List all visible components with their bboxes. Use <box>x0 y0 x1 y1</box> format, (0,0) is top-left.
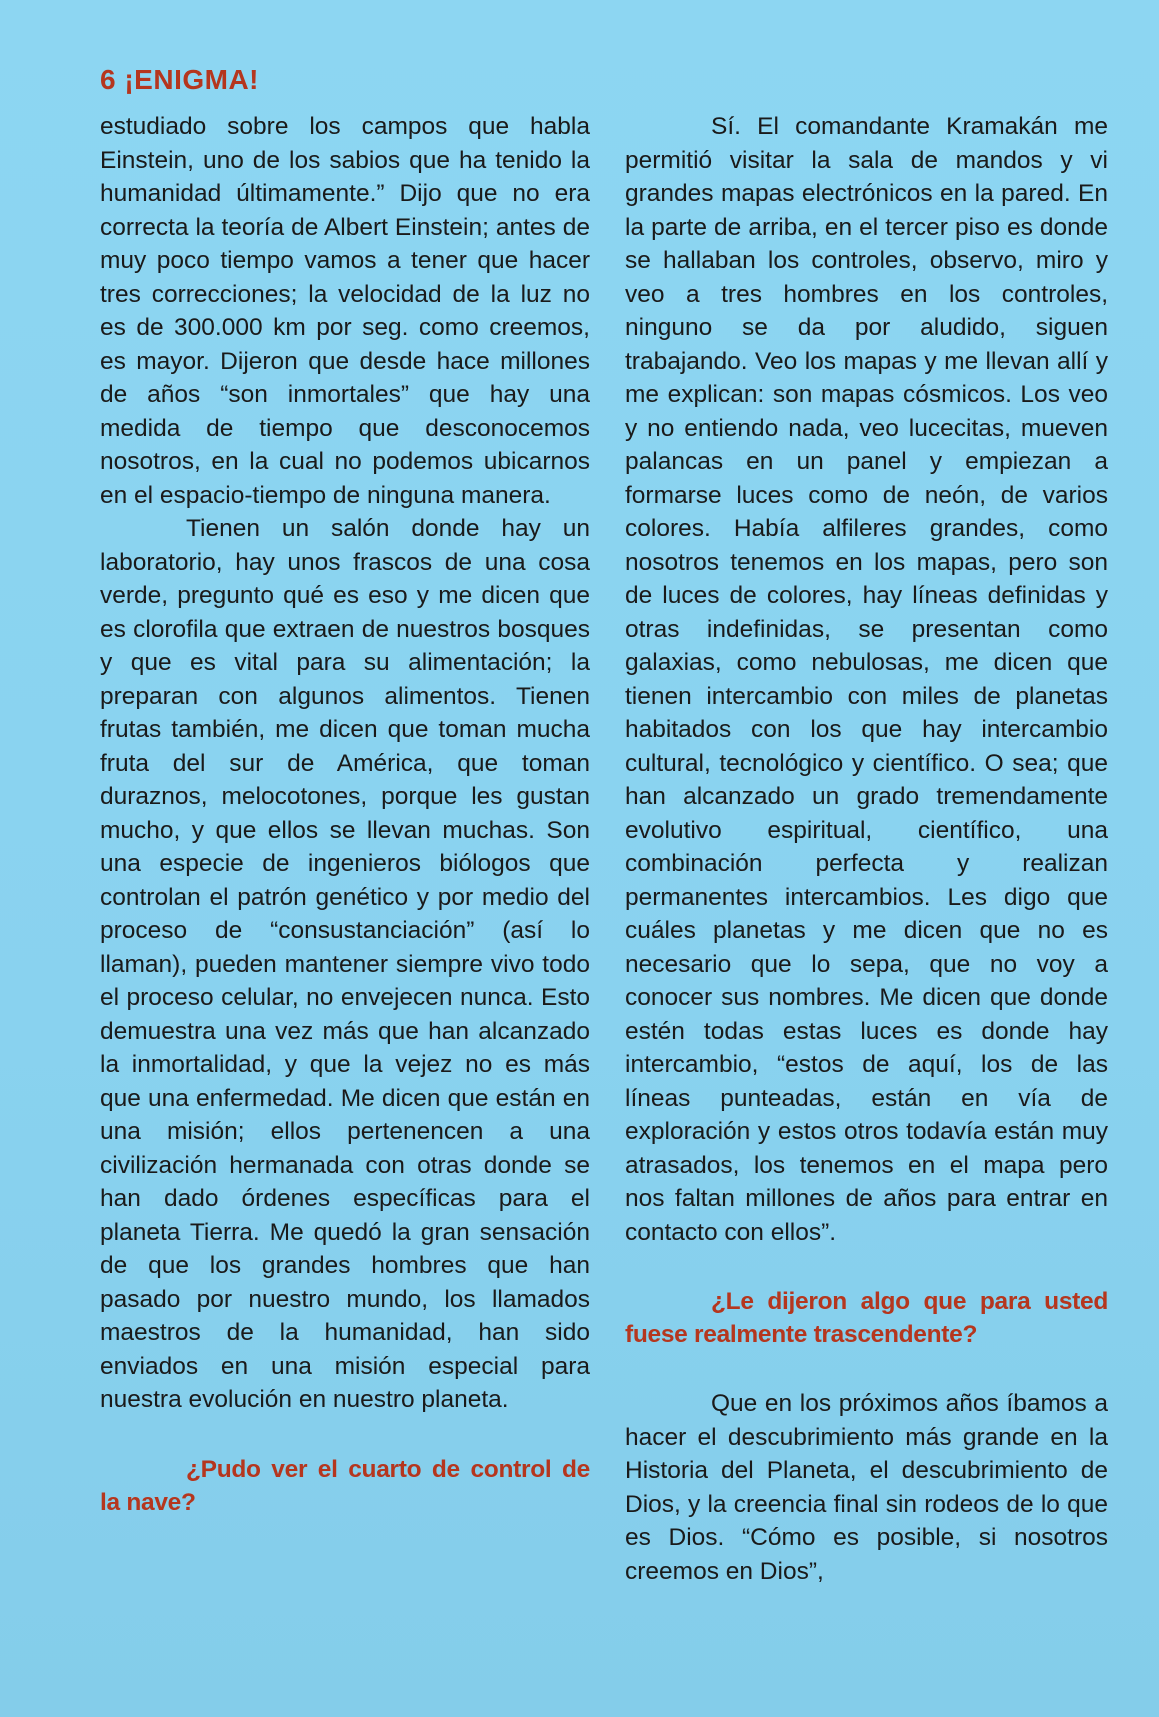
left-question-text: ¿Pudo ver el cuarto de control de la nave? <box>100 1455 590 1516</box>
page-header <box>100 64 259 96</box>
section-title: ¡ENIGMA! <box>124 64 260 95</box>
left-column <box>100 110 590 1519</box>
right-question-heading <box>625 1285 1108 1351</box>
right-column <box>625 110 1108 1588</box>
left-paragraph-1: estudiado sobre los campos que habla Einstein, uno de los sabios que ha tenido la humanidad últimamente.” Dijo que no era correcta la teoría de Albert Einstein; antes de muy poco tiempo vamos a tener que hacer tres correcciones; la velocidad de la luz no es de 300.000 km por seg. como creemos, es mayor. Dijeron que desde hace millones de años “son inmortales” que hay una medida de tiempo que desconocemos nosotros, en la cual no podemos ubicarnos en el espacio-tiempo de ninguna manera. <box>100 113 590 509</box>
left-paragraph-2: Tienen un salón donde hay un laboratorio, hay unos frascos de una cosa verde, pregunto qué es eso y me dicen que es clorofila que extraen de nuestros bosques y que es vital para su alimentación; la preparan con algunos alimentos. Tienen frutas también, me dicen que toman mucha fruta del sur de América, que toman duraznos, melocotones, porque les gustan mucho, y que ellos se llevan muchas. Son una especie de ingenieros biólogos que controlan el patrón genético y por medio del proceso de “consustanciación” (así lo llaman), pueden mantener siempre vivo todo el proceso celular, no envejecen nunca. Esto demuestra una vez más que han alcanzado la inmortalidad, y que la vejez no es más que una enfermedad. Me dicen que están en una misión; ellos pertenencen a una civilización hermanada con otras donde se han dado órdenes específicas para el planeta Tierra. Me quedó la gran sensación de que los grandes hombres que han pasado por nuestro mundo, los llamados maestros de la humanidad, han sido enviados en una misión especial para nuestra evolución en nuestro planeta. <box>100 515 590 1413</box>
right-question-text: ¿Le dijeron algo que para usted fuese realmente trascendente? <box>625 1288 1108 1348</box>
right-paragraph-2: Que en los próximos años íbamos a hacer el descubrimiento más grande en la Historia del Planeta, el descubrimiento de Dios, y la creencia final sin rodeos de lo que es Dios. “Cómo es posible, si nosotros creemos en Dios”, <box>625 1390 1108 1585</box>
right-paragraph-1: Sí. El comandante Kramakán me permitió visitar la sala de mandos y vi grandes mapas electrónicos en la pared. En la parte de arriba, en el tercer piso es donde se hallaban los controles, observo, miro y veo a tres hombres en los controles, ninguno se da por aludido, siguen trabajando. Veo los mapas y me llevan allí y me explican: son mapas cósmicos. Los veo y no entiendo nada, veo lucecitas, mueven palancas en un panel y empiezan a formarse luces como de neón, de varios colores. Había alfileres grandes, como nosotros tenemos en los mapas, pero son de luces de colores, hay líneas definidas y otras indefinidas, se presentan como galaxias, como nebulosas, me dicen que tienen intercambio con miles de planetas habitados con los que hay intercambio cultural, tecnológico y científico. O sea; que han alcanzado un grado tremendamente evolutivo espiritual, científico, una combinación perfecta y realizan permanentes intercambios. Les digo que cuáles planetas y me dicen que no es necesario que lo sepa, que no voy a conocer sus nombres. Me dicen que donde estén todas estas luces es donde hay intercambio, “estos de aquí, los de las líneas punteadas, están en vía de exploración y estos otros todavía están muy atrasados, los tenemos en el mapa pero nos faltan millones de años para entrar en contacto con ellos”. <box>625 113 1108 1246</box>
page-number: 6 <box>100 64 117 95</box>
left-question-heading <box>100 1453 590 1519</box>
